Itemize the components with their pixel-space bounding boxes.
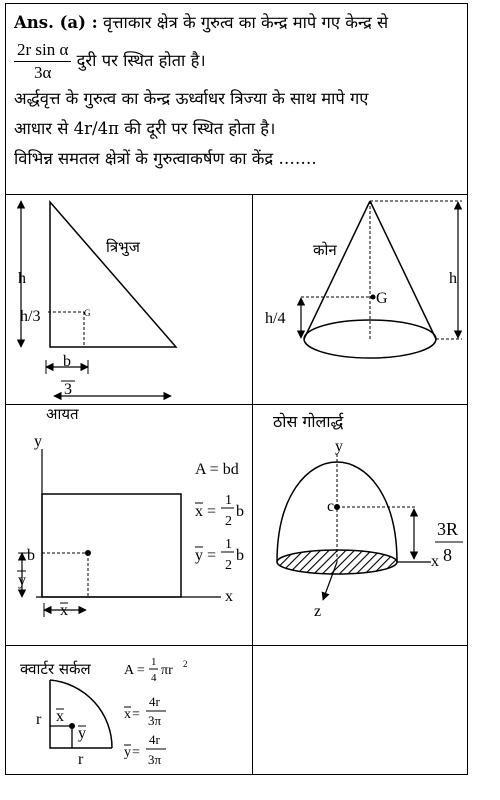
hemisphere-title: ठोस गोलार्द्ध — [273, 412, 344, 431]
rectangle-area: A = bd — [195, 461, 239, 478]
fraction-denominator: 3α — [34, 63, 52, 82]
triangle-g-label: G — [84, 308, 91, 318]
rectangle-y-axis: y — [34, 433, 42, 450]
quarter-circle-diagram — [6, 646, 252, 774]
empty-cell — [253, 646, 468, 774]
quarter-r-vertical: r — [36, 711, 42, 728]
rectangle-ybar-label: y — [18, 572, 26, 589]
answer-line-5: विभिन्न समतल क्षेत्रों के गुरुत्वाकर्षण का केंद्र ……. — [14, 149, 317, 168]
quarter-xbar-label: x — [56, 708, 64, 725]
cone-h-label: h — [449, 270, 457, 287]
answer-text — [14, 8, 454, 174]
triangle-b-num: b — [63, 353, 71, 370]
cone-diagram — [253, 195, 468, 404]
hemisphere-x-axis: x — [431, 553, 439, 570]
quarter-circle-cell — [6, 646, 252, 774]
quarter-title: क्वार्टर सर्कल — [20, 660, 91, 678]
quarter-ybar-label: y — [78, 725, 86, 742]
quarter-area-den: 4 — [151, 672, 157, 684]
triangle-cell — [6, 195, 252, 404]
answer-line-4: आधार से 4r/4π की दूरी पर स्थित होता है। — [14, 119, 276, 138]
svg-text:=: = — [132, 707, 140, 722]
cone-cell — [253, 195, 468, 404]
triangle-b-den: 3 — [64, 381, 72, 398]
rectangle-cell — [6, 405, 252, 645]
answer-box — [5, 3, 468, 775]
quarter-area-prefix: A = — [124, 663, 145, 678]
cone-title: कोन — [313, 241, 337, 259]
quarter-ybar-num: 4r — [149, 732, 160, 747]
triangle-diagram — [6, 195, 252, 404]
rectangle-ybar-eq: y = — [195, 547, 217, 564]
triangle-h-label: h — [18, 270, 26, 287]
svg-text:2: 2 — [183, 659, 188, 669]
quarter-xbar-num: 4r — [149, 694, 160, 709]
svg-text:=: = — [132, 745, 140, 760]
hemisphere-z-axis: z — [314, 603, 322, 620]
hemisphere-c-label: c — [327, 498, 335, 515]
rectangle-b-label: b — [27, 547, 35, 564]
quarter-ybar-den: 3π — [148, 752, 162, 767]
rectangle-half-num-2: 1 — [225, 537, 232, 552]
quarter-xbar-den: 3π — [148, 713, 162, 728]
answer-prefix: Ans. (a) : — [14, 13, 98, 32]
rectangle-title: आयत — [46, 405, 79, 423]
answer-fraction — [14, 39, 71, 84]
rectangle-x-axis: x — [225, 588, 233, 605]
hemisphere-y-axis: y — [335, 438, 343, 455]
rectangle-half-num: 1 — [225, 493, 232, 508]
hemisphere-cell — [253, 405, 468, 645]
rectangle-diagram — [6, 405, 252, 645]
fraction-numerator: 2r sin α — [14, 39, 71, 62]
rectangle-b-sym: b — [236, 503, 244, 520]
quarter-area-suffix: πr — [161, 663, 173, 678]
hemisphere-num: 3R — [437, 519, 459, 539]
rectangle-b-sym-2: b — [236, 547, 244, 564]
rectangle-xbar-label: x — [60, 602, 68, 619]
answer-line-2: दुरी पर स्थित होता है। — [76, 51, 206, 70]
cone-g-label: G — [376, 290, 388, 307]
quarter-r-horizontal: r — [78, 751, 84, 768]
hemisphere-den: 8 — [443, 545, 452, 565]
quarter-area-num: 1 — [151, 656, 157, 668]
hemisphere-diagram — [253, 405, 468, 645]
cone-h4-label: h/4 — [265, 310, 286, 327]
rectangle-half-den-2: 2 — [225, 558, 232, 573]
quarter-ybar-eq: y — [124, 745, 131, 760]
rectangle-xbar-eq: x = — [195, 503, 217, 520]
quarter-xbar-eq: x — [124, 707, 131, 722]
triangle-title: त्रिभुज — [106, 238, 140, 256]
rectangle-half-den: 2 — [225, 514, 232, 529]
answer-line-1: वृत्ताकार क्षेत्र के गुरुत्व का केन्द्र मापे गए केन्द्र से — [102, 13, 389, 32]
triangle-h3-label: h/3 — [20, 308, 41, 325]
answer-line-3: अर्द्धवृत्त के गुरुत्व का केन्द्र ऊर्ध्वाधर त्रिज्या के साथ मापे गए — [14, 89, 369, 108]
